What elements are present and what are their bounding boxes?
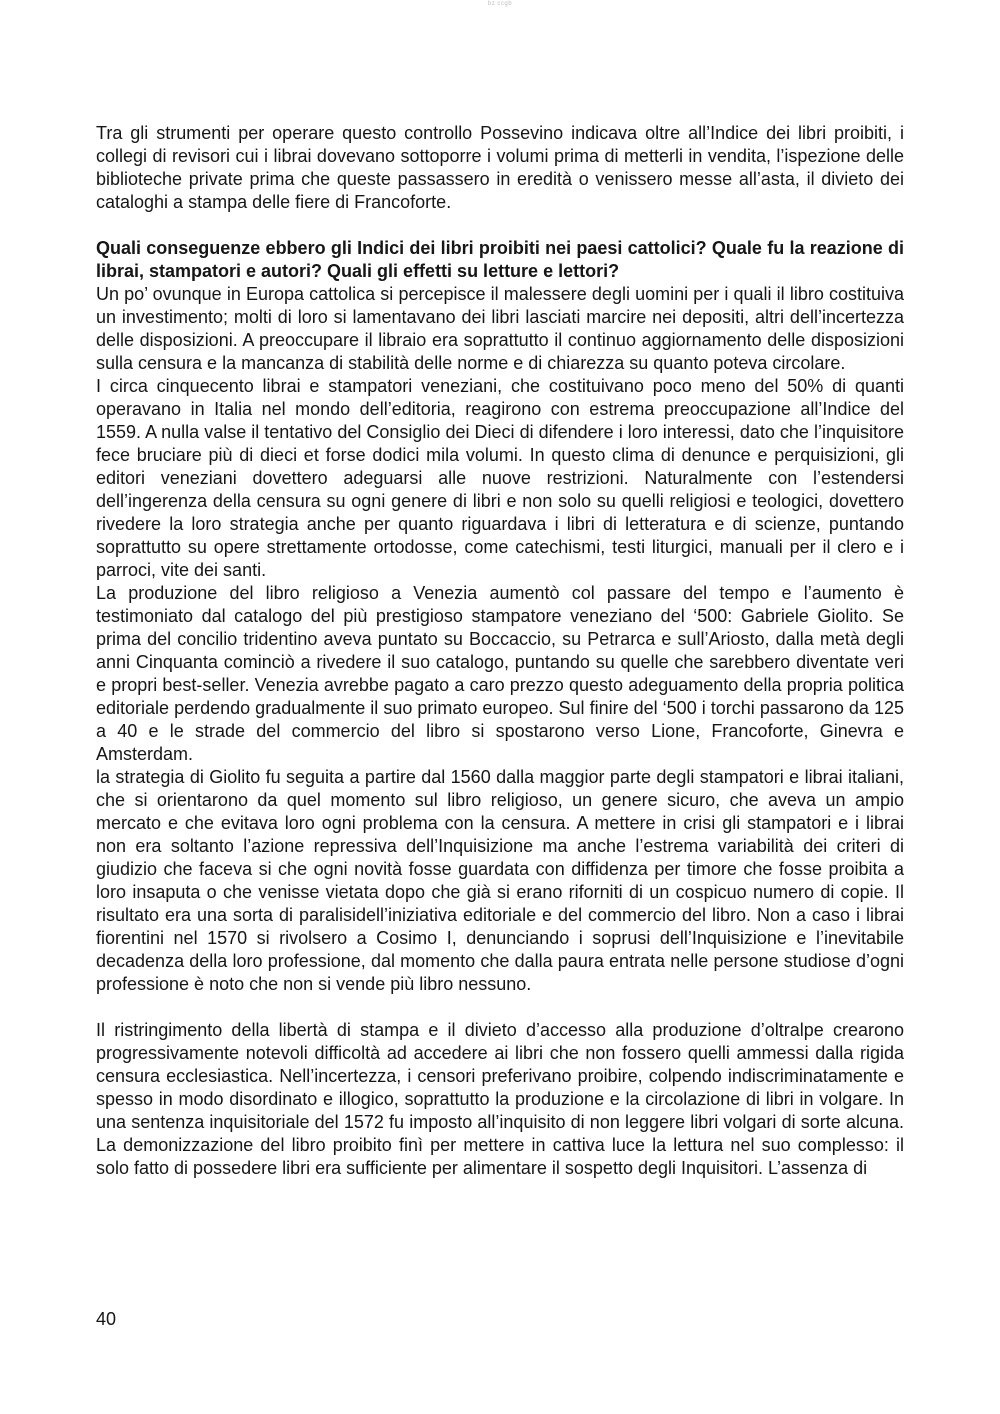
paragraph-giolito-strategy: la strategia di Giolito fu seguita a partire dal 1560 dalla maggior parte degli stampatori e librai italiani, che si orientarono da quel momento sul libro religioso, un genere sicuro, che aveva un ampio mercato e che evitava loro ogni problema con la censura. A mettere in crisi gli stampatori e i librai non era soltanto l’azione repressiva dell’Inquisizione ma anche l’estrema variabilità dei criteri di giudizio che faceva si che ogni novità fosse guardata con diffidenza per timore che fosse proibita a loro insaputa o che venisse vietata dopo che già si erano riforniti di un cospicuo numero di copie. Il risultato era una sorta di paralisidell’iniziativa editoriale e del commercio del libro. Non a caso i librai fiorentini nel 1570 si rivolsero a Cosimo I, denunciando i soprusi dell’Inquisizione e l’inevitabile decadenza della loro professione, dal momento che dalla paura entrata nelle persone studiose d’ogni professione è noto che non si vende più libro nessuno. bbox=[96, 767, 904, 994]
body-text bbox=[96, 122, 904, 1180]
paragraph-malaise: Un po’ ovunque in Europa cattolica si percepisce il malessere degli uomini per i quali il libro costituiva un investimento; molti di loro si lamentavano dei libri lasciati marcire nei depositi, altri dell’incertezza delle disposizioni. A preoccupare il libraio era soprattutto il continuo aggiornamento delle disposizioni sulla censura e la mancanza di stabilità delle norme e di chiarezza su quanto poteva circolare. bbox=[96, 284, 904, 373]
section-question-heading: Quali conseguenze ebbero gli Indici dei libri proibiti nei paesi cattolici? Quale fu la reazione di librai, stampatori e autori? Quali gli effetti su letture e lettori? bbox=[96, 238, 904, 281]
paragraph-giolito-catalogue: La produzione del libro religioso a Venezia aumentò col passare del tempo e l’aumento è testimoniato dal catalogo del più prestigioso stampatore veneziano del ‘500: Gabriele Giolito. Se prima del concilio tridentino aveva puntato su Boccaccio, su Petrarca e sull’Ariosto, dalla metà degli anni Cinquanta cominciò a rivedere il suo catalogo, puntando su quelle che sarebbero diventate veri e propri best-seller. Venezia avrebbe pagato a caro prezzo questo adeguamento della propria politica editoriale perdendo gradualmente il suo primato europeo. Sul finire del ‘500 i torchi passarono da 125 a 40 e le strade del commercio del libro si spostarono verso Lione, Francoforte, Ginevra e Amsterdam. bbox=[96, 583, 904, 764]
header-mark: bz ccgb bbox=[487, 1, 513, 7]
paragraph-venetian-booksellers: I circa cinquecento librai e stampatori veneziani, che costituivano poco meno del 50% di quanti operavano in Italia nel mondo dell’editoria, reagirono con estrema preoccupazione all’Indice del 1559. A nulla valse il tentativo del Consiglio dei Dieci di difendere i loro interessi, dato che l’inquisitore fece bruciare più di dieci et forse dodici mila volumi. In questo clima di denunce e perquisizioni, gli editori veneziani dovettero adeguarsi alle nuove restrizioni. Naturalmente con l’estendersi dell’ingerenza della censura su ogni genere di libri e non solo su quelli religiosi e teologici, dovettero rivedere la loro strategia anche per quanto riguardava i libri di letteratura e di scienze, puntando soprattutto su opere strettamente ortodosse, come catechismi, testi liturgici, manuali per il clero e i parroci, vite dei santi. bbox=[96, 376, 904, 580]
paragraph-press-restriction: Il ristringimento della libertà di stampa e il divieto d’accesso alla produzione d’oltralpe crearono progressivamente notevoli difficoltà ad accedere ai libri che non fossero quelli ammessi dalla rigida censura ecclesiastica. Nell’incertezza, i censori preferivano proibire, colpendo indiscriminatamente e spesso in modo disordinato e illogico, soprattutto la produzione e la circolazione di libri in volgare. In una sentenza inquisitoriale del 1572 fu imposto all’inquisito di non leggere libri volgari di sorte alcuna. La demonizzazione del libro proibito finì per mettere in cattiva luce la lettura nel suo complesso: il solo fatto di possedere libri era sufficiente per alimentare il sospetto degli Inquisitori. L’assenza di bbox=[96, 1020, 904, 1178]
paragraph-instruments: Tra gli strumenti per operare questo controllo Possevino indicava oltre all’Indice dei libri proibiti, i collegi di revisori cui i librai dovevano sottoporre i volumi prima di metterli in vendita, l’ispezione delle biblioteche private prima che queste passassero in eredità o venissero messe all’asta, il divieto dei cataloghi a stampa delle fiere di Francoforte. bbox=[96, 123, 904, 212]
page-number: 40 bbox=[96, 1309, 117, 1329]
